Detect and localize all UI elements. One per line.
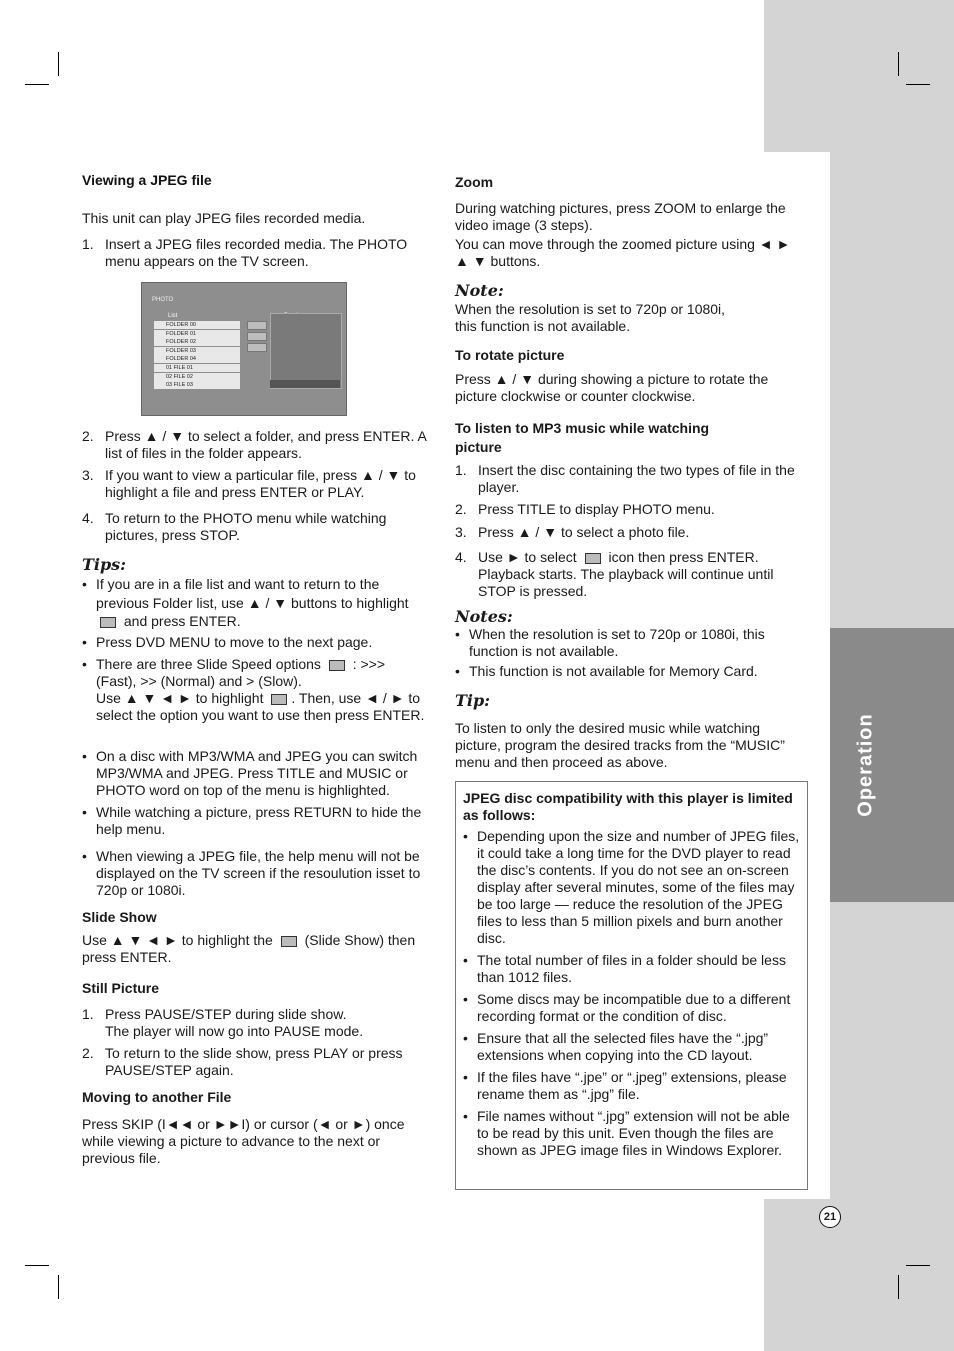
step-number: 3. — [82, 467, 94, 483]
list-item: FOLDER 03 — [154, 347, 240, 355]
step-number: 4. — [455, 549, 467, 565]
step-text: Press ▲ / ▼ to select a folder, and press ENTER. A list of files in the folder appears. — [105, 428, 427, 461]
tip-text: When viewing a JPEG file, the help menu will not be displayed on the TV screen if the resoulution isset to 720p or 1080i. — [96, 848, 421, 898]
slide-show-text-part: Use ▲ ▼ ◄ ► to highlight the — [82, 932, 273, 948]
compatibility-text: File names without “.jpg” extension will not be able to be read by this unit. Even though the files are shown as JPEG image files in Windows Explorer. — [477, 1108, 790, 1158]
tip-text: and press ENTER. — [123, 613, 241, 629]
zoom-text: During watching pictures, press ZOOM to enlarge the video image (3 steps). — [455, 200, 786, 233]
step-item — [455, 462, 795, 496]
step-number: 4. — [82, 510, 94, 526]
tip-heading: Tip: — [455, 691, 491, 710]
crop-mark — [25, 1265, 49, 1266]
list-item: FOLDER 02 — [154, 338, 240, 346]
intro-text: This unit can play JPEG files recorded media. — [82, 210, 366, 226]
step-text: Press TITLE to display PHOTO menu. — [478, 501, 715, 517]
step-text: To return to the PHOTO menu while watching pictures, press STOP. — [105, 510, 387, 543]
slide-show-text — [82, 932, 427, 966]
list-item: • If the files have “.jpe” or “.jpeg” extensions, please rename them as “.jpg” file. — [463, 1069, 800, 1103]
notes-text: This function is not available for Memory Card. — [469, 663, 758, 679]
list-item: FOLDER 00 — [154, 321, 240, 329]
preview-pane — [270, 313, 342, 389]
photo-menu-screenshot — [141, 282, 347, 416]
page-title: Viewing a JPEG file — [82, 172, 212, 188]
step-number: 1. — [82, 1006, 94, 1022]
list-item: FOLDER 04 — [154, 355, 240, 363]
list-item: • The total number of files in a folder should be less than 1012 files. — [463, 952, 800, 986]
step-number: 2. — [82, 428, 94, 444]
crop-mark — [58, 1275, 59, 1299]
step-text: Press ▲ / ▼ to select a photo file. — [478, 524, 690, 540]
step-item — [82, 467, 432, 501]
step-item — [82, 510, 427, 544]
menu-option-icons — [247, 321, 267, 354]
photo-list-label: List — [168, 313, 178, 319]
step-number: 1. — [455, 462, 467, 478]
tips-heading: Tips: — [82, 555, 127, 574]
step-text: The player will now go into PAUSE mode. — [105, 1023, 364, 1039]
list-item: • Some discs may be incompatible due to a different recording format or the condition of disc. — [463, 991, 800, 1025]
crop-mark — [906, 84, 930, 85]
photo-file-list — [154, 321, 240, 390]
crop-mark — [898, 1275, 899, 1299]
moving-file-heading: Moving to another File — [82, 1089, 232, 1105]
photo-menu-header: PHOTO — [152, 297, 174, 303]
sidebar-background-top — [764, 0, 954, 152]
step-item — [82, 236, 427, 270]
list-item: • If you are in a file list and want to return to the previous Folder list, use ▲ / ▼ buttons to highlight and press ENTER. — [82, 576, 409, 629]
slideshow-icon — [281, 936, 297, 947]
preview-bar — [270, 380, 340, 388]
step-text: Insert a JPEG files recorded media. The PHOTO menu appears on the TV screen. — [105, 236, 408, 269]
list-item: 02 FILE 02 — [154, 373, 240, 381]
list-item: • File names without “.jpg” extension will not be able to be read by this unit. Even though the files are shown as JPEG image files in Windows Explorer. — [463, 1108, 800, 1159]
compatibility-box — [455, 781, 808, 1190]
list-item: • On a disc with MP3/WMA and JPEG you can switch MP3/WMA and JPEG. Press TITLE and MUSIC or PHOTO word on top of the menu is highlighted. — [82, 748, 432, 799]
tip-text: While watching a picture, press RETURN to hide the help menu. — [96, 804, 422, 837]
slide-speed-icon — [329, 660, 345, 671]
list-item: • Ensure that all the selected files have the “.jpg” extensions when copying into the CD layout. — [463, 1030, 800, 1064]
step-text: Insert the disc containing the two types of file in the player. — [478, 462, 795, 495]
moving-file-text: Press SKIP (I◄◄ or ►►I) or cursor (◄ or ►) once while viewing a picture to advance to the next or previous file. — [82, 1116, 405, 1166]
step-text: To return to the slide show, press PLAY or press PAUSE/STEP again. — [105, 1045, 403, 1078]
step-item — [455, 549, 800, 600]
note-text: When the resolution is set to 720p or 1080i, this function is not available. — [455, 301, 726, 334]
list-item: 03 FILE 03 — [154, 381, 240, 389]
step-item — [82, 1045, 427, 1079]
list-item: • Press DVD MENU to move to the next page. — [82, 634, 373, 650]
rotate-heading: To rotate picture — [455, 347, 565, 363]
crop-mark — [898, 52, 899, 76]
rotate-text: Press ▲ / ▼ during showing a picture to rotate the picture clockwise or counter clockwise. — [455, 371, 769, 404]
slideshow-icon — [247, 321, 267, 330]
still-picture-heading: Still Picture — [82, 980, 160, 996]
music-icon — [247, 332, 267, 341]
tip-text: Press DVD MENU to move to the next page. — [96, 634, 373, 650]
step-item — [82, 1006, 427, 1040]
step-item — [455, 524, 795, 541]
step-number: 2. — [455, 501, 467, 517]
section-tab — [830, 628, 954, 902]
list-item: FOLDER 01 — [154, 330, 240, 338]
list-item: • Depending upon the size and number of JPEG files, it could take a long time for the DVD player to read the disc’s contents. If you do not see an on-screen display after several minutes, some of the files may be too large — reduce the resolution of the JPEG files to less than 5 million pixels and burn another disc. — [463, 828, 800, 946]
slide-speed-icon — [271, 694, 287, 705]
crop-mark — [58, 52, 59, 76]
step-number: 3. — [455, 524, 467, 540]
sidebar-background-bottom — [764, 1199, 954, 1351]
list-item: • While watching a picture, press RETURN to hide the help menu. — [82, 804, 427, 838]
note-heading: Note: — [455, 281, 504, 300]
crop-mark — [906, 1265, 930, 1266]
tip-text: On a disc with MP3/WMA and JPEG you can switch MP3/WMA and JPEG. Press TITLE and MUSIC or PHOTO word on top of the menu is highlighted. — [96, 748, 418, 798]
zoom-heading: Zoom — [455, 174, 494, 190]
music-photo-icon — [585, 553, 601, 564]
step-item — [82, 428, 427, 462]
folder-up-icon — [100, 617, 116, 628]
step-text: icon then press ENTER. Playback starts. The playback will continue until STOP is pressed. — [478, 549, 774, 599]
list-item: • There are three Slide Speed options : >>> (Fast), >> (Normal) and > (Slow). Use ▲ ▼ ◄ ► to highlight . Then, use ◄ / ► to select the option you want to use then press ENTER. — [82, 656, 425, 723]
tip-text: If you are in a file list and want to return to the previous Folder list, use ▲ / ▼ buttons to highlight — [96, 576, 409, 611]
step-item — [455, 501, 795, 518]
compatibility-text: Depending upon the size and number of JPEG files, it could take a long time for the DVD player to read the disc’s contents. If you do not see an on-screen display after several minutes, some of the files may be too large — reduce the resolution of the JPEG files to less than 5 million pixels and burn another disc. — [477, 828, 800, 946]
list-item: 01 FILE 01 — [154, 364, 240, 372]
tip-text: . Then, use ◄ / ► to select the option you want to use then press ENTER. — [96, 690, 425, 723]
zoom-text: You can move through the zoomed picture using ◄ ► ▲ ▼ buttons. — [455, 236, 791, 269]
step-text: If you want to view a particular file, press ▲ / ▼ to highlight a file and press ENTER or PLAY. — [105, 467, 416, 500]
step-number: 2. — [82, 1045, 94, 1061]
crop-mark — [25, 84, 49, 85]
compatibility-text: Some discs may be incompatible due to a different recording format or the condition of disc. — [477, 991, 791, 1024]
list-item: • When the resolution is set to 720p or 1080i, this function is not available. — [455, 626, 765, 659]
notes-text: When the resolution is set to 720p or 1080i, this function is not available. — [469, 626, 765, 659]
tip-text: Use ▲ ▼ ◄ ► to highlight — [96, 690, 264, 706]
speed-icon — [247, 343, 267, 352]
step-text: Use ► to select — [478, 549, 577, 565]
compatibility-text: If the files have “.jpe” or “.jpeg” extensions, please rename them as “.jpg” file. — [477, 1069, 787, 1102]
slide-show-heading: Slide Show — [82, 909, 157, 925]
step-number: 1. — [82, 236, 94, 252]
slide-show-text-part: (Slide Show) then press ENTER. — [82, 932, 416, 965]
list-item: • This function is not available for Memory Card. — [455, 663, 758, 679]
mp3-heading: To listen to MP3 music while watching picture — [455, 420, 710, 455]
compatibility-text: The total number of files in a folder should be less than 1012 files. — [477, 952, 786, 985]
section-tab-label: Operation — [854, 713, 877, 817]
compatibility-text: Ensure that all the selected files have the “.jpg” extensions when copying into the CD layout. — [477, 1030, 769, 1063]
tip-text: To listen to only the desired music while watching picture, program the desired tracks from the “MUSIC” menu and then proceed as above. — [455, 720, 785, 770]
step-text: Press PAUSE/STEP during slide show. — [105, 1006, 347, 1022]
tip-text: There are three Slide Speed options — [96, 656, 321, 672]
page-number: 21 — [819, 1206, 841, 1228]
tip-text: : >>> (Fast), >> (Normal) and > (Slow). — [96, 656, 386, 689]
list-item: • When viewing a JPEG file, the help menu will not be displayed on the TV screen if the resoulution isset to 720p or 1080i. — [82, 848, 427, 899]
notes-heading: Notes: — [455, 607, 513, 626]
compatibility-heading: JPEG disc compatibility with this player is limited as follows: — [463, 790, 793, 823]
